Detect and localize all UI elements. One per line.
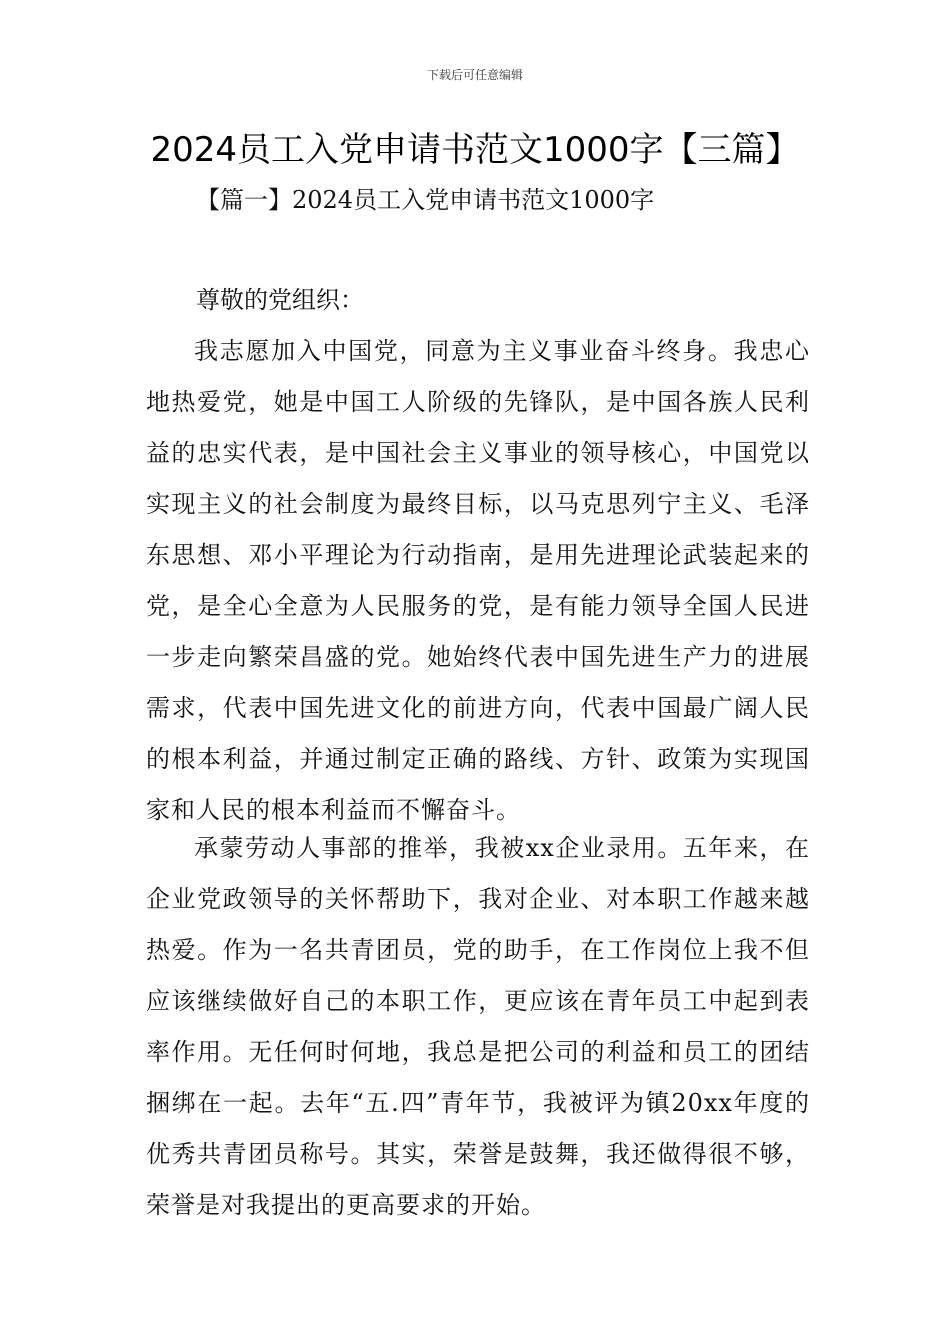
section-heading: 【篇一】2024员工入党申请书范文1000字 xyxy=(196,186,655,214)
salutation: 尊敬的党组织： xyxy=(196,286,364,314)
header-note: 下载后可任意编辑 xyxy=(426,68,523,82)
document-title: 2024员工入党申请书范文1000字【三篇】 xyxy=(150,130,800,170)
body-paragraph-2: 承蒙劳动人事部的推举，我被xx企业录用。五年来，在企业党政领导的关怀帮助下，我对企业、对本职工作越来越热爱。作为一名共青团员，党的助手，在工作岗位上我不但应该继续做好自己的本职工作，更应该在青年员工中起到表率作用。无任何时何地，我总是把公司的利益和员工的团结捆绑在一起。去年“五.四”青年节，我被评为镇20xx年度的优秀共青团员称号。其实，荣誉是鼓舞，我还做得很不够，荣誉是对我提出的更高要求的开始。 xyxy=(146,834,810,1219)
body-paragraph-1: 我志愿加入中国党，同意为主义事业奋斗终身。我忠心地热爱党，她是中国工人阶级的先锋队，是中国各族人民利益的忠实代表，是中国社会主义事业的领导核心，中国党以实现主义的社会制度为最终目标，以马克思列宁主义、毛泽东思想、邓小平理论为行动指南，是用先进理论武装起来的党，是全心全意为人民服务的党，是有能力领导全国人民进一步走向繁荣昌盛的党。她始终代表中国先进生产力的进展需求，代表中国先进文化的前进方向，代表中国最广阔人民的根本利益，并通过制定正确的路线、方针、政策为实现国家和人民的根本利益而不懈奋斗。 xyxy=(146,337,810,824)
